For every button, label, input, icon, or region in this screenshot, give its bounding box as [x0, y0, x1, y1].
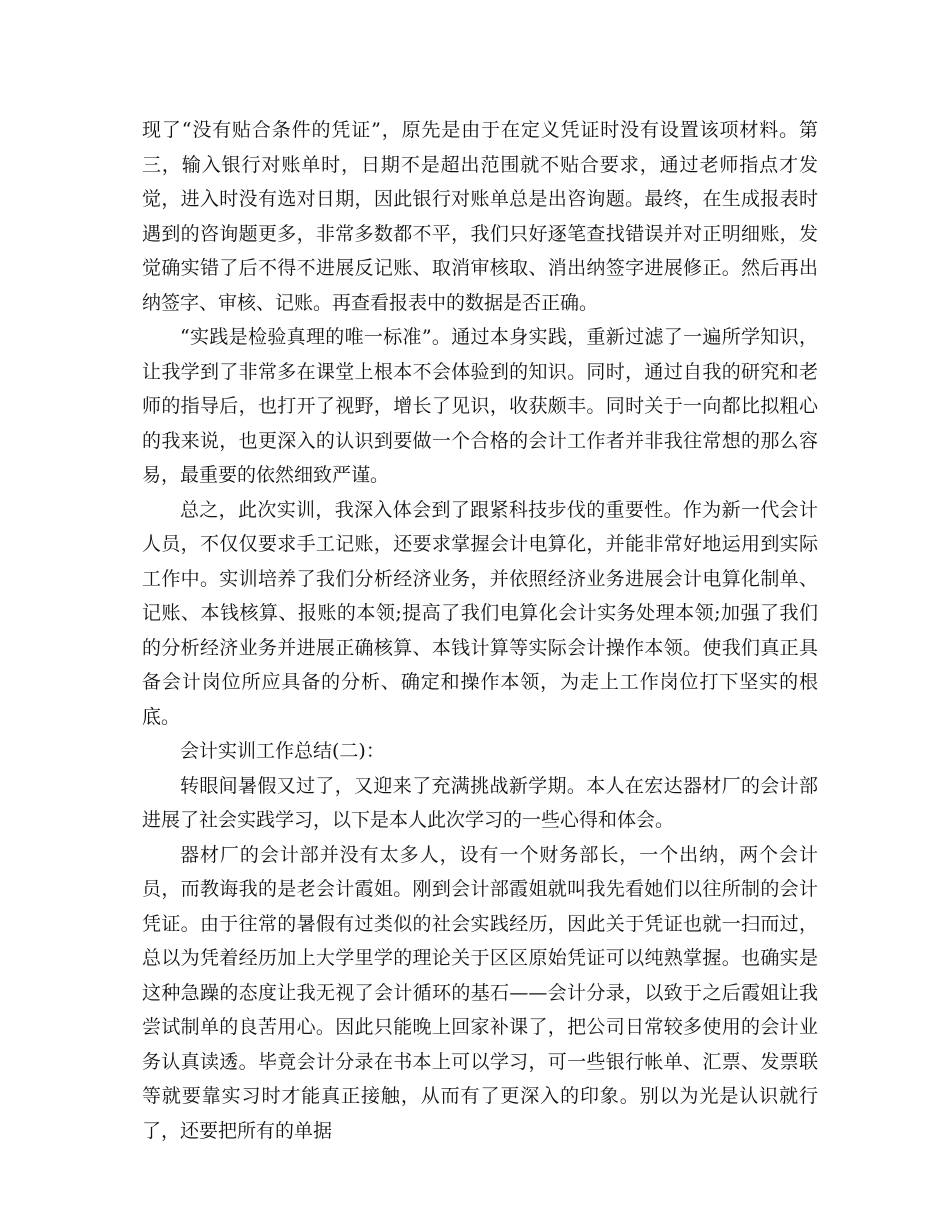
paragraph-practice-standard: “实践是检验真理的唯一标准”。通过本身实践，重新过滤了一遍所学知识，让我学到了非常多在课堂上根本不会体验到的知识。同时，通过自我的研究和老师的指导后，也打开了视野，增长了见识，收获颇丰。同时关于一向都比拟粗心的我来说，也更深入的认识到要做一个合格的会计工作者并非我往常想的那么容易，最重要的依然细致严谨。: [142, 326, 818, 486]
paragraph-department: 器材厂的会计部并没有太多人，设有一个财务部长，一个出纳，两个会计员，而教诲我的是老会计霞姐。刚到会计部霞姐就叫我先看她们以往所制的会计凭证。由于往常的暑假有过类似的社会实践经历，因此关于凭证也就一扫而过，总以为凭着经历加上大学里学的理论关于区区原始凭证可以纯熟掌握。也确实是这种急躁的态度让我无视了会计循环的基石——会计分录，以致于之后霞姐让我尝试制单的良苦用心。因此只能晚上回家补课了，把公司日常较多使用的会计业务认真读透。毕竟会计分录在书本上可以学习，可一些银行帐单、汇票、发票联等就要靠实习时才能真正接触，从而有了更深入的印象。别以为光是认识就行了，还要把所有的单据: [142, 843, 818, 1142]
paragraph-conclusion: 总之，此次实训，我深入体会到了跟紧科技步伐的重要性。作为新一代会计人员，不仅仅要求手工记账，还要求掌握会计电算化，并能非常好地运用到实际工作中。实训培养了我们分析经济业务，并依照经济业务进展会计电算化制单、记账、本钱核算、报账的本领;提高了我们电算化会计实务处理本领;加强了我们的分析经济业务并进展正确核算、本钱计算等实际会计操作本领。使我们真正具备会计岗位所应具备的分析、确定和操作本领，为走上工作岗位打下坚实的根底。: [142, 498, 818, 728]
paragraph-intro: 转眼间暑假又过了，又迎来了充满挑战新学期。本人在宏达器材厂的会计部进展了社会实践学习，以下是本人此次学习的一些心得和体会。: [142, 774, 818, 831]
document-body: [142, 113, 818, 1148]
section-heading: 会计实训工作总结(二)：: [180, 740, 385, 762]
paragraph-continuation: 现了“没有贴合条件的凭证”，原先是由于在定义凭证时没有设置该项材料。第三，输入银行对账单时，日期不是超出范围就不贴合要求，通过老师指点才发觉，进入时没有选对日期，因此银行对账单总是出咨询题。最终，在生成报表时遇到的咨询题更多，非常多数都不平，我们只好逐笔查找错误并对正明细账，发觉确实错了后不得不进展反记账、取消审核取、消出纳签字进展修正。然后再出纳签字、审核、记账。再查看报表中的数据是否正确。: [142, 119, 818, 314]
